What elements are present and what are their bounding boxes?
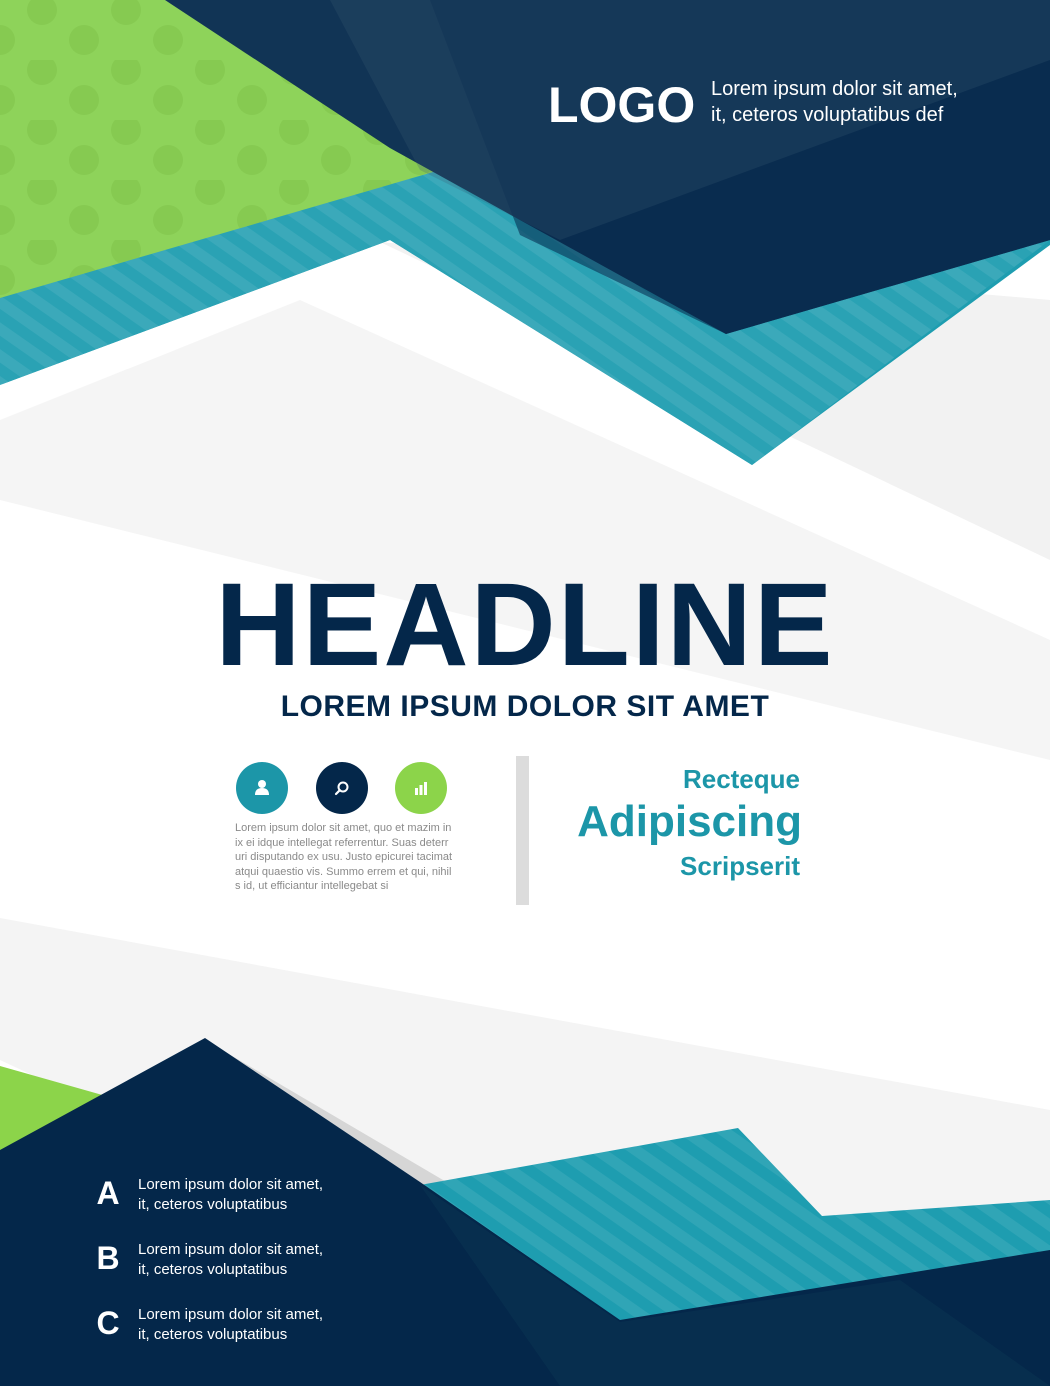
- logo: LOGO: [548, 77, 696, 133]
- list-letter-c: C: [96, 1305, 120, 1341]
- list-item-line: Lorem ipsum dolor sit amet,: [138, 1241, 324, 1258]
- list-item-c: [138, 1305, 398, 1345]
- side-word-scripserit: Scripserit: [680, 851, 800, 881]
- list-item-line: it, ceteros voluptatibus: [138, 1261, 288, 1278]
- side-word-adipiscing: Adipiscing: [577, 797, 802, 846]
- list-item-line: Lorem ipsum dolor sit amet,: [138, 1176, 324, 1193]
- paragraph-line: atqui quaestio vis. Summo errem et qui, nihil: [235, 865, 452, 878]
- list-letter-b: B: [96, 1240, 120, 1276]
- list-item-a: [138, 1175, 398, 1215]
- tagline-line: Lorem ipsum dolor sit amet,: [711, 78, 958, 100]
- list-item-b: [138, 1240, 398, 1280]
- headline: HEADLINE: [215, 559, 835, 691]
- paragraph-line: ix ei idque intellegat referrentur. Suas deterr: [235, 836, 449, 849]
- side-word-recteque: Recteque: [682, 764, 800, 794]
- list-item-line: it, ceteros voluptatibus: [138, 1326, 288, 1343]
- list-letter-a: A: [96, 1175, 120, 1211]
- bar-chart-icon: [395, 762, 447, 814]
- list-item-line: it, ceteros voluptatibus: [138, 1196, 288, 1213]
- search-icon: [316, 762, 368, 814]
- paragraph-line: s id, ut efficiantur intellegebat si: [235, 880, 389, 893]
- subheadline: LOREM IPSUM DOLOR SIT AMET: [280, 690, 770, 723]
- tagline-line: it, ceteros voluptatibus def: [711, 104, 944, 126]
- paragraph-line: uri disputando ex usu. Justo epicurei tacimat: [235, 851, 453, 864]
- list-item-line: Lorem ipsum dolor sit amet,: [138, 1306, 324, 1323]
- header-tagline: [711, 76, 1031, 128]
- paragraph-line: Lorem ipsum dolor sit amet, quo et mazim in: [235, 822, 452, 834]
- user-icon: [236, 762, 288, 814]
- body-paragraph: [235, 821, 475, 894]
